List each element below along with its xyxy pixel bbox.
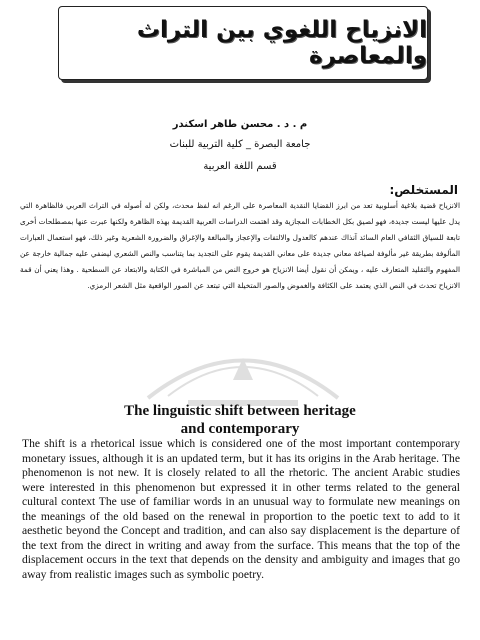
english-title — [0, 402, 480, 438]
english-title-line-2: and contemporary — [180, 421, 300, 437]
abstract-heading-arabic: المستخلص: — [389, 183, 458, 197]
author-name: م . د . محسن طاهر اسكندر — [172, 119, 308, 130]
english-title-line-1: The linguistic shift between heritage — [124, 403, 356, 419]
author-affiliation: جامعة البصرة _ كلية التربية للبنات — [169, 139, 311, 150]
author-department: قسم اللغة العربية — [203, 161, 277, 172]
title-box — [58, 6, 428, 80]
abstract-english: The shift is a rhetorical issue which is considered one of the most important contemporary monetary issues, although it is an updated term, but it has its origins in the Arab heritage. The phenomenon is not new. It is closely related to all the rhetoric. The ancient Arabic studies were interested in this phenomenon but expressed it in other terms related to the general cultural context The use of familiar words in an unusual way to formulate new meanings on the meanings of the old based on the renewal in proportion to the poetic text to add to it aesthetic beyond the Concept and tradition, and can also say displacement is the departure of the text from the direct in writing and away from the surface. This means that the top of the displacement occurs in the text that depends on the density and ambiguity and images that go away from realistic images such as symbolic poetry. — [22, 437, 460, 581]
abstract-arabic: الانزياح قضية بلاغية أسلوبية تعد من ابرز القضايا النقدية المعاصرة على الرغم انه لفظ محدث، ولكن له أصوله في التراث العربي فالظاهرة التي يدل عليها ليست جديدة، فهو لصيق بكل الخطابات المجازية وقد اهتمت الدراسات العربية القديمة بهذه الظاهرة ولكنها عبرت عنها بمصطلحات أخرى تابعة للسياق الثقافي العام السائد آنذاك عندهم كالعدول والالتفات والإعجاز والمبالغة والإغراق والضرورة الشعرية وغير ذلك، فهو استعمال العبارات المألوفة بطريقة غير مألوفة لصياغة معاني جديدة على معاني القديمة يقوم على التجديد بما يتناسب والنص الشعري ليضفي عليه جمالية خارجة عن المفهوم والتقليد المتعارف عليه ، ويمكن أن نقول أيضا الانزياح هو خروج النص من المباشرة في الكتابة والابتعاد عن السطحية . وهذا يعني أن قمة الانزياح تحدث في النص الذي يعتمد على الكثافة والغموض والصور المتخيلة التي تبتعد عن الصور الواقعية مثل الشعر الرمزي. — [20, 201, 460, 291]
page-title: الانزياح اللغوي بين التراث والمعاصرة — [136, 17, 427, 69]
